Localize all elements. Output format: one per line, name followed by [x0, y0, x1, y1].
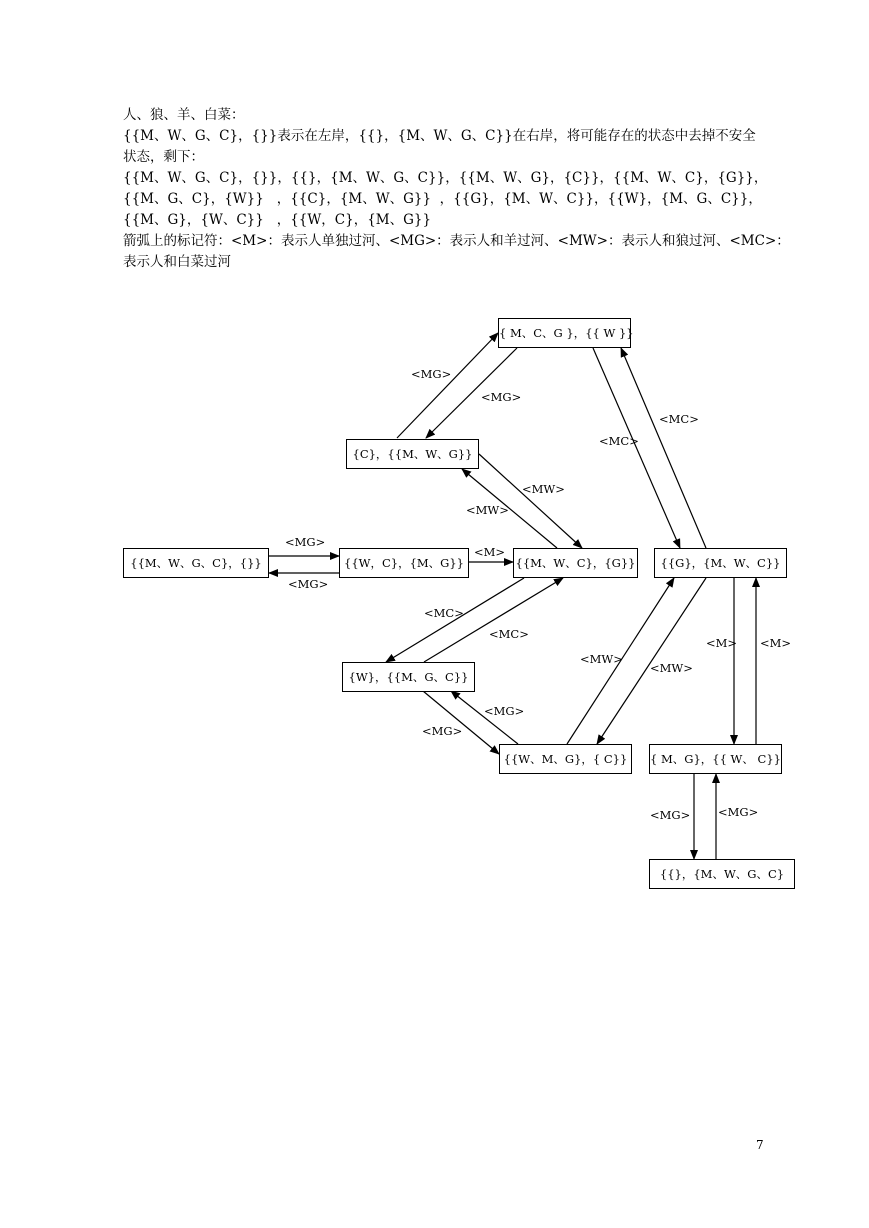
intro-line: 状态，剩下：: [123, 149, 204, 165]
state-node: { M、G}，{{ W、 C}}: [649, 744, 782, 774]
edge-label: <M>: [760, 636, 792, 650]
state-node: {{M、W、C}，{G}}: [513, 548, 638, 578]
edge-label: <MW>: [580, 652, 623, 666]
intro-line: 箭弧上的标记符：<M>：表示人单独过河、<MG>：表示人和羊过河、<MW>：表示人和狼过河、<MC>：: [123, 233, 790, 249]
edge-label: <M>: [706, 636, 738, 650]
edge-label: <MG>: [411, 367, 452, 381]
edge-label: <MG>: [484, 704, 525, 718]
edge-label: <MG>: [481, 390, 522, 404]
edge-label: <MG>: [288, 577, 329, 591]
arrow-n4-n5: [621, 348, 706, 548]
edge-label: <MC>: [659, 412, 699, 426]
intro-line: {{M、W、G、C}，{}}，{{}，{M、W、G、C}}，{{M、W、G}，{C}}，{{M、W、C}，{G}}，: [123, 170, 768, 186]
page-number: 7: [756, 1138, 764, 1152]
arrow-n6-n3: [479, 454, 582, 548]
edge-label: <MG>: [650, 808, 691, 822]
arrow-n7-n3: [424, 578, 563, 662]
state-node: {{W、M、G}，{ C}}: [499, 744, 632, 774]
state-node: { M、C、G }，{{ W }}: [498, 318, 631, 348]
intro-line: {{M、W、G、C}，{}}表示在左岸，{{}，{M、W、G、C}}在右岸，将可能存在的状态中去掉不安全: [123, 128, 756, 144]
intro-line: {{M、G}，{W、C}} ，{{W，C}，{M、G}}: [123, 212, 432, 228]
edge-label: <MG>: [718, 805, 759, 819]
edge-label: <MC>: [599, 434, 639, 448]
arrow-n5-n4: [593, 348, 680, 548]
state-node: {{G}，{M、W、C}}: [654, 548, 787, 578]
edge-label: <MG>: [285, 535, 326, 549]
state-node: {{W，C}，{M、G}}: [339, 548, 469, 578]
state-node: {C}，{{M、W、G}}: [346, 439, 479, 469]
edge-label: <M>: [474, 545, 506, 559]
edge-label: <MW>: [466, 503, 509, 517]
edge-label: <MG>: [422, 724, 463, 738]
edge-label: <MW>: [522, 482, 565, 496]
arrow-n3-n7: [386, 578, 524, 662]
state-node: {W}，{{M、G、C}}: [342, 662, 475, 692]
edge-label: <MW>: [650, 661, 693, 675]
arrow-n6-n5: [397, 333, 498, 438]
arrow-n7-n8: [423, 691, 499, 754]
intro-line: 人、狼、羊、白菜：: [123, 107, 245, 123]
state-node: {{}，{M、W、G、C}: [649, 859, 795, 889]
edge-label: <MC>: [424, 606, 464, 620]
edge-label: <MC>: [489, 627, 529, 641]
state-node: {{M、W、G、C}，{}}: [123, 548, 269, 578]
intro-line: 表示人和白菜过河: [123, 254, 231, 270]
intro-line: {{M、G、C}，{W}} ，{{C}，{M、W、G}} ，{{G}，{M、W、C}}，{{W}，{M、G、C}}，: [123, 191, 762, 207]
